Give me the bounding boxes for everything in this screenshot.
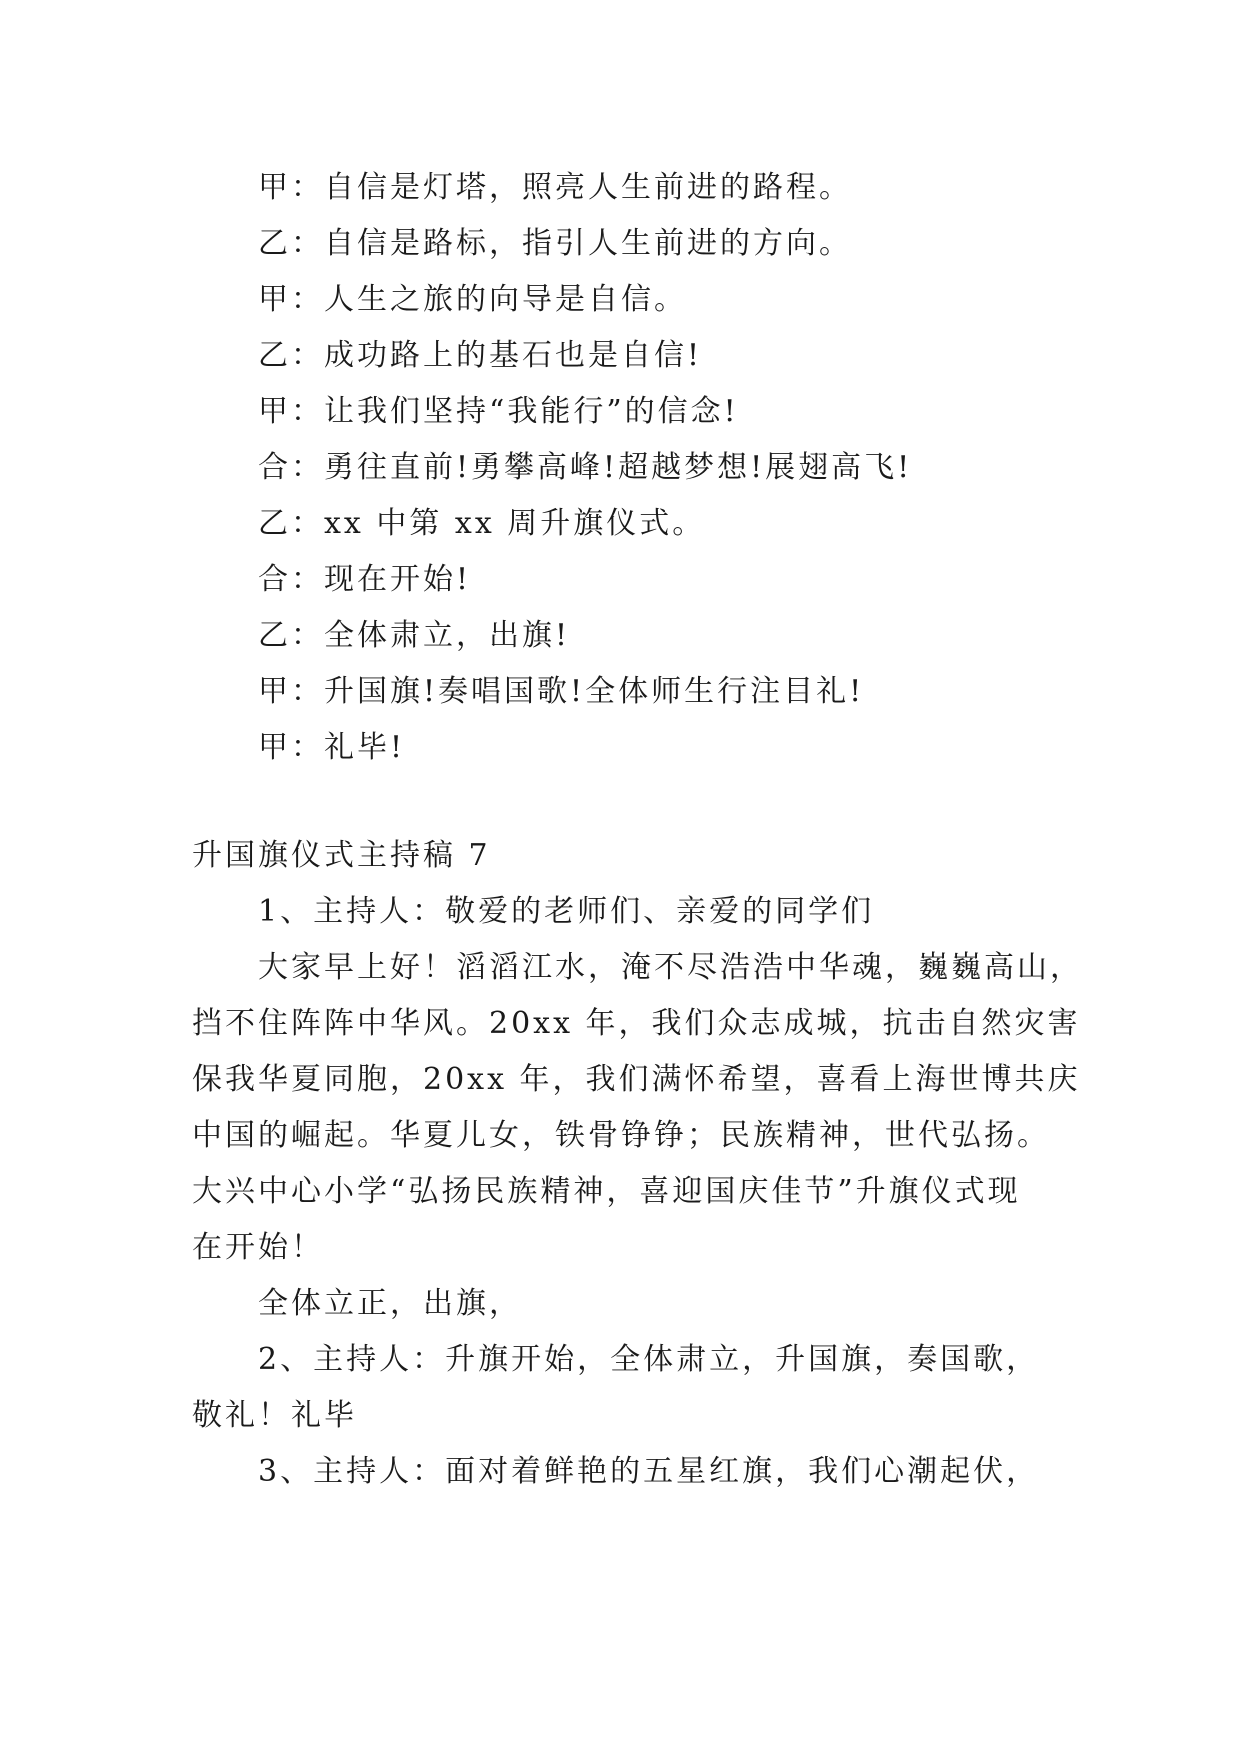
dialogue-line: 甲：升国旗!奏唱国歌!全体师生行注目礼! <box>258 674 865 709</box>
paragraph-line: 大家早上好！滔滔江水，淹不尽浩浩中华魂，巍巍高山， <box>258 950 1083 985</box>
paragraph-line: 挡不住阵阵中华风。20xx 年，我们众志成城，抗击自然灾害 <box>192 1006 1081 1041</box>
dialogue-line: 合：勇往直前!勇攀高峰!超越梦想!展翅高飞! <box>258 450 913 485</box>
dialogue-line: 甲：礼毕! <box>258 730 406 765</box>
dialogue-line: 乙：自信是路标，指引人生前进的方向。 <box>258 226 852 261</box>
paragraph-line: 中国的崛起。华夏儿女，铁骨铮铮；民族精神，世代弘扬。 <box>192 1118 1050 1153</box>
dialogue-line: 乙：全体肃立，出旗! <box>258 618 571 653</box>
dialogue-line: 甲：自信是灯塔，照亮人生前进的路程。 <box>258 170 852 205</box>
dialogue-line: 甲：人生之旅的向导是自信。 <box>258 282 687 317</box>
dialogue-line: 乙：xx 中第 xx 周升旗仪式。 <box>258 506 706 541</box>
dialogue-line: 合：现在开始! <box>258 562 472 597</box>
dialogue-line: 甲：让我们坚持“我能行”的信念! <box>258 394 739 429</box>
paragraph-line: 全体立正，出旗， <box>258 1286 522 1321</box>
paragraph-line: 2、主持人：升旗开始，全体肃立，升国旗，奏国歌， <box>258 1342 1040 1377</box>
paragraph-line: 1、主持人：敬爱的老师们、亲爱的同学们 <box>258 894 875 929</box>
paragraph-line: 大兴中心小学“弘扬民族精神，喜迎国庆佳节”升旗仪式现 <box>192 1174 1021 1209</box>
paragraph-line: 在开始！ <box>192 1230 324 1265</box>
section-title: 升国旗仪式主持稿 7 <box>192 838 491 873</box>
paragraph-line: 3、主持人：面对着鲜艳的五星红旗，我们心潮起伏， <box>258 1454 1040 1489</box>
paragraph-line: 保我华夏同胞，20xx 年，我们满怀希望，喜看上海世博共庆 <box>192 1062 1081 1097</box>
dialogue-line: 乙：成功路上的基石也是自信! <box>258 338 703 373</box>
paragraph-line: 敬礼！礼毕 <box>192 1398 357 1433</box>
